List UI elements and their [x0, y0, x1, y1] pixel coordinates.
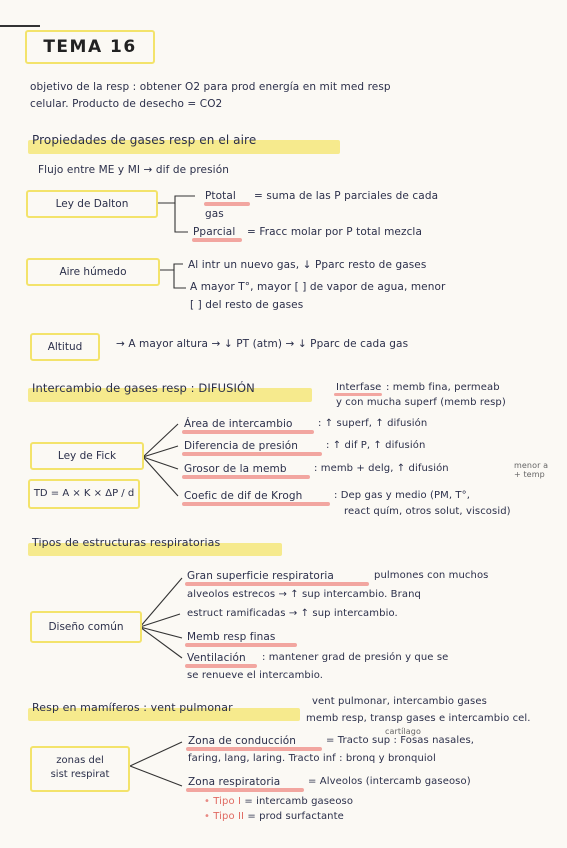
tipo1-line	[204, 795, 353, 809]
conduccion-def-1: = Tracto sup : Fosas nasales,	[326, 735, 475, 746]
tipo2-def: = prod surfactante	[247, 811, 344, 822]
fick-item-4-term: Coefic de dif de Krogh	[184, 490, 303, 502]
ptotal-underline	[204, 202, 250, 206]
tipos-item-5-def: : mantener grad de presión y que se	[262, 652, 449, 663]
fick-item-2-def: : ↑ dif P, ↑ difusión	[326, 440, 426, 451]
dalton-arrow-bottom	[175, 203, 188, 232]
krogh-line-2: react quím, otros solut, viscosid)	[344, 506, 511, 517]
fick-box	[30, 442, 144, 470]
tipos-item-3-def: estruct ramificadas → ↑ sup intercambio.	[187, 608, 398, 619]
side-note-1: menor a	[514, 461, 549, 470]
tipos-item-6-def: se renueve el intercambio.	[187, 670, 324, 681]
altitud-box	[30, 333, 100, 361]
dalton-arrow-top	[158, 196, 195, 203]
dalton-box	[26, 190, 158, 218]
diseno-line-3	[140, 627, 182, 638]
fick-item-1-def: : ↑ superf, ↑ difusión	[318, 418, 428, 429]
mamiferos-note-2: memb resp, transp gases e intercambio cel.	[306, 713, 531, 724]
humedo-arrow-bottom	[174, 270, 186, 288]
conduccion-def-2: faring, lang, laring. Tracto inf : bronq y bronquiol	[188, 753, 436, 764]
zonas-box	[30, 746, 130, 792]
bullet-icon: •	[204, 811, 210, 822]
pparcial-term: Pparcial	[193, 226, 236, 238]
dalton-label: Ley de Dalton	[55, 198, 129, 210]
props-heading: Propiedades de gases resp en el aire	[32, 133, 257, 147]
zonas-line-1	[130, 742, 182, 766]
bullet-icon: •	[204, 796, 210, 807]
tipo1-term: Tipo I	[213, 796, 242, 807]
fick-item-4-def: : Dep gas y medio (PM, T°,	[334, 490, 471, 501]
tipos-item-2-def: alveolos estrecos → ↑ sup intercambio. Branq	[187, 589, 421, 600]
formula-box	[28, 479, 140, 509]
humedo-line-1: Al intr un nuevo gas, ↓ Pparc resto de gases	[188, 259, 427, 271]
fick-formula: TD = A × K × ΔP / d	[33, 488, 135, 499]
humedo-label: Aire húmedo	[59, 266, 127, 278]
respiratoria-term: Zona respiratoria	[188, 776, 281, 788]
conduccion-underline	[186, 747, 322, 751]
fick-item-3-underline	[182, 475, 310, 479]
interfase-def-1: : memb fina, permeab	[386, 382, 500, 393]
pparcial-def: = Fracc molar por P total mezcla	[247, 226, 422, 238]
humedo-line-3: [ ] del resto de gases	[190, 299, 304, 311]
tipos-item-4-term: Memb resp finas	[187, 631, 276, 643]
zonas-line-2	[130, 766, 182, 786]
ptotal-term: Ptotal	[205, 190, 236, 202]
mamiferos-heading: Resp en mamíferos : vent pulmonar	[32, 701, 233, 714]
fick-item-3-def: : memb + delg, ↑ difusión	[314, 463, 449, 474]
altitud-label: Altitud	[47, 341, 83, 353]
tipo2-line	[204, 810, 344, 824]
humedo-arrow-top	[160, 264, 183, 270]
fick-item-1-term: Área de intercambio	[184, 418, 293, 430]
tipos-item-5-term: Ventilación	[187, 652, 246, 664]
difusion-heading: Intercambio de gases resp : DIFUSIÓN	[32, 381, 255, 395]
ptotal-def-1: = suma de las P parciales de cada	[254, 190, 439, 202]
side-note-2: + temp	[514, 470, 545, 479]
tipos-item-1-def: pulmones con muchos	[374, 570, 489, 581]
fick-label: Ley de Fick	[57, 450, 117, 462]
diseno-line-4	[140, 627, 182, 658]
tipo1-def: = intercamb gaseoso	[244, 796, 354, 807]
pparcial-underline	[192, 238, 242, 242]
fick-item-1-underline	[182, 430, 314, 434]
respiratoria-underline	[186, 788, 304, 792]
cartilago-note: cartílago	[385, 727, 421, 736]
fick-item-3-term: Grosor de la memb	[184, 463, 287, 475]
title-box	[25, 30, 155, 64]
intro-line-2: celular. Producto de desecho = CO2	[30, 98, 223, 110]
tipos-item-1-term: Gran superficie respiratoria	[187, 570, 334, 582]
fick-item-2-underline	[182, 452, 322, 456]
zonas-label-2: sist respirat	[50, 769, 110, 780]
tipos-item-1-underline	[185, 582, 369, 586]
interfase-def-2: y con mucha superf (memb resp)	[336, 397, 506, 408]
humedo-line-2: A mayor T°, mayor [ ] de vapor de agua, menor	[190, 281, 446, 293]
tipos-item-4-underline	[185, 643, 297, 647]
interfase-term: Interfase	[336, 382, 382, 393]
tipo2-term: Tipo II	[213, 811, 245, 822]
humedo-box	[26, 258, 160, 286]
diseno-box	[30, 611, 142, 643]
fick-item-4-underline	[182, 502, 330, 506]
altitud-text: → A mayor altura → ↓ PT (atm) → ↓ Pparc de cada gas	[116, 338, 409, 350]
zonas-label-1: zonas del	[56, 755, 104, 766]
tipos-heading: Tipos de estructuras respiratorias	[32, 536, 221, 549]
mamiferos-note-1: vent pulmonar, intercambio gases	[312, 696, 487, 707]
page-title: TEMA 16	[43, 37, 137, 57]
tipos-item-5-underline	[185, 664, 257, 668]
conduccion-term: Zona de conducción	[188, 735, 297, 747]
intro-line-1: objetivo de la resp : obtener O2 para prod energía en mit med resp	[30, 81, 391, 93]
flujo-line: Flujo entre ME y MI → dif de presión	[38, 164, 229, 176]
fick-item-2-term: Diferencia de presión	[184, 440, 299, 452]
respiratoria-def: = Alveolos (intercamb gaseoso)	[308, 776, 471, 787]
ptotal-def-2: gas	[205, 208, 224, 220]
diseno-label: Diseño común	[48, 621, 124, 633]
